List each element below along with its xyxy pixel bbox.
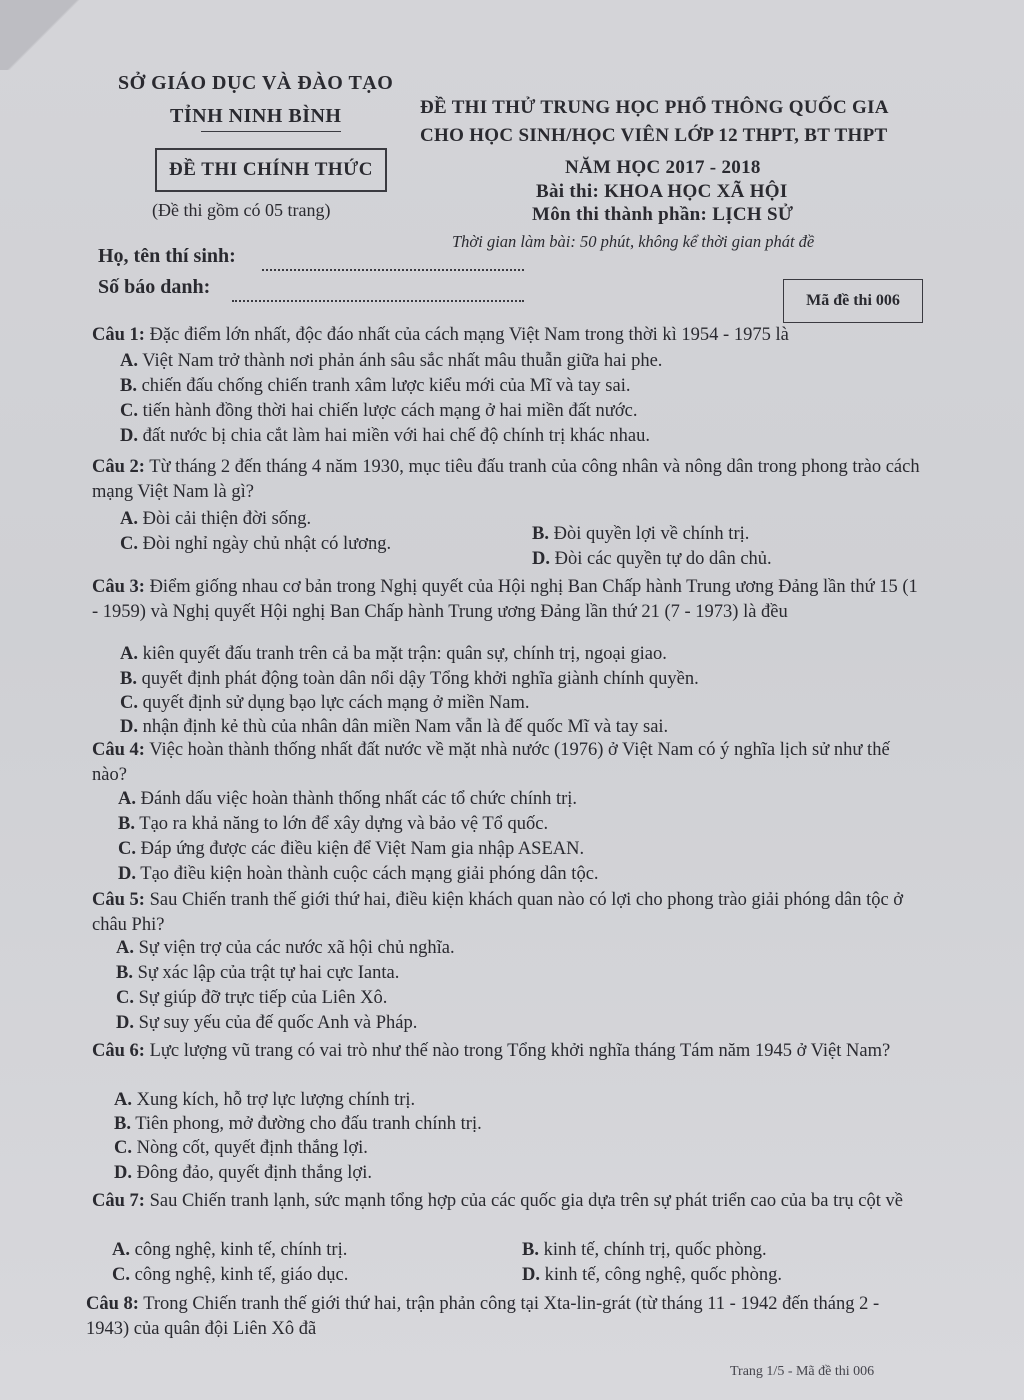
q5-option-d[interactable]: D. Sự suy yếu của đế quốc Anh và Pháp. (116, 1013, 418, 1033)
question-8 (86, 1292, 926, 1342)
q5-option-b[interactable]: B. Sự xác lập của trật tự hai cực Ianta. (116, 963, 400, 983)
question-label: Câu 3: (92, 577, 145, 597)
question-label: Câu 6: (92, 1041, 145, 1061)
q6-option-b[interactable]: B. Tiên phong, mở đường cho đấu tranh chính trị. (114, 1114, 482, 1134)
exam-audience: CHO HỌC SINH/HỌC VIÊN LỚP 12 THPT, BT THPT (420, 125, 888, 146)
q6-option-d[interactable]: D. Đông đảo, quyết định thắng lợi. (114, 1163, 372, 1183)
q1-option-d[interactable]: D. đất nước bị chia cắt làm hai miền với hai chế độ chính trị khác nhau. (120, 426, 650, 446)
official-exam-label: ĐỀ THI CHÍNH THỨC (155, 148, 387, 192)
page-footer: Trang 1/5 - Mã đề thi 006 (730, 1364, 875, 1379)
q3-option-a[interactable]: A. kiên quyết đấu tranh trên cả ba mặt trận: quân sự, chính trị, ngoại giao. (120, 644, 667, 664)
q1-option-a[interactable]: A. Việt Nam trở thành nơi phản ánh sâu sắc nhất mâu thuẫn giữa hai phe. (120, 351, 663, 371)
question-1 (92, 323, 927, 348)
q5-option-a[interactable]: A. Sự viện trợ của các nước xã hội chủ nghĩa. (116, 938, 455, 958)
folded-corner (0, 0, 90, 70)
candidate-name-field[interactable] (262, 267, 524, 271)
candidate-name-label: Họ, tên thí sinh: (98, 245, 236, 267)
q4-option-c[interactable]: C. Đáp ứng được các điều kiện để Việt Nam gia nhập ASEAN. (118, 839, 585, 859)
question-label: Câu 1: (92, 325, 145, 345)
pages-note: (Đề thi gồm có 05 trang) (152, 200, 331, 220)
q2-option-b[interactable]: B. Đòi quyền lợi về chính trị. (532, 524, 750, 544)
question-label: Câu 8: (86, 1294, 139, 1314)
q7-option-b[interactable]: B. kinh tế, chính trị, quốc phòng. (522, 1240, 767, 1260)
school-year: NĂM HỌC 2017 - 2018 (565, 157, 761, 178)
q3-option-b[interactable]: B. quyết định phát động toàn dân nổi dậy Tổng khởi nghĩa giành chính quyền. (120, 669, 699, 689)
q1-option-c[interactable]: C. tiến hành đồng thời hai chiến lược cách mạng ở hai miền đất nước. (120, 401, 638, 421)
question-2 (92, 455, 927, 505)
q3-option-d[interactable]: D. nhận định kẻ thù của nhân dân miền Nam vẫn là đế quốc Mĩ và tay sai. (120, 717, 669, 737)
province-underline (201, 131, 341, 132)
time-note: Thời gian làm bài: 50 phút, không kể thời gian phát đề (452, 232, 815, 251)
province-name: TỈNH NINH BÌNH (170, 105, 342, 127)
question-text: Việc hoàn thành thống nhất đất nước về mặt nhà nước (1976) ở Việt Nam có ý nghĩa lịch sử như thế nào? (92, 740, 890, 785)
question-label: Câu 5: (92, 890, 145, 910)
q3-option-c[interactable]: C. quyết định sử dụng bạo lực cách mạng ở miền Nam. (120, 693, 530, 713)
exam-code-box: Mã đề thi 006 (783, 279, 923, 323)
q2-option-d[interactable]: D. Đòi các quyền tự do dân chủ. (532, 549, 772, 569)
q4-option-d[interactable]: D. Tạo điều kiện hoàn thành cuộc cách mạng giải phóng dân tộc. (118, 864, 599, 884)
q4-option-a[interactable]: A. Đánh dấu việc hoàn thành thống nhất các tổ chức chính trị. (118, 789, 578, 809)
q7-option-c[interactable]: C. công nghệ, kinh tế, giáo dục. (112, 1265, 349, 1285)
candidate-id-field[interactable] (232, 298, 524, 302)
q2-option-c[interactable]: C. Đòi nghỉ ngày chủ nhật có lương. (120, 534, 392, 554)
question-label: Câu 2: (92, 457, 145, 477)
q6-option-a[interactable]: A. Xung kích, hỗ trợ lực lượng chính trị. (114, 1090, 416, 1110)
question-text: Lực lượng vũ trang có vai trò như thế nào trong Tổng khởi nghĩa tháng Tám năm 1945 ở Việt Nam? (149, 1041, 891, 1061)
q1-option-b[interactable]: B. chiến đấu chống chiến tranh xâm lược kiểu mới của Mĩ và tay sai. (120, 376, 631, 396)
q5-option-c[interactable]: C. Sự giúp đỡ trực tiếp của Liên Xô. (116, 988, 388, 1008)
question-text: Điểm giống nhau cơ bản trong Nghị quyết của Hội nghị Ban Chấp hành Trung ương Đảng lần thứ 15 (1 - 1959) và Nghị quyết Hội nghị Ban Chấp hành Trung ương Đảng lần thứ 21 (7 - 1973) là đều (92, 577, 918, 622)
q6-option-c[interactable]: C. Nòng cốt, quyết định thắng lợi. (114, 1138, 368, 1158)
q7-option-a[interactable]: A. công nghệ, kinh tế, chính trị. (112, 1240, 348, 1260)
q4-option-b[interactable]: B. Tạo ra khả năng to lớn để xây dựng và bảo vệ Tổ quốc. (118, 814, 549, 834)
question-label: Câu 4: (92, 740, 145, 760)
question-text: Sau Chiến tranh lạnh, sức mạnh tổng hợp của các quốc gia dựa trên sự phát triển cao của ba trụ cột về (149, 1191, 903, 1211)
q7-option-d[interactable]: D. kinh tế, công nghệ, quốc phòng. (522, 1265, 782, 1285)
question-text: Từ tháng 2 đến tháng 4 năm 1930, mục tiêu đấu tranh của công nhân và nông dân trong phong trào cách mạng Việt Nam là gì? (92, 457, 920, 502)
question-3 (92, 575, 927, 625)
question-5 (92, 888, 927, 938)
question-7 (92, 1189, 927, 1214)
candidate-id-label: Số báo danh: (98, 276, 211, 298)
question-text: Đặc điểm lớn nhất, độc đáo nhất của cách mạng Việt Nam trong thời kì 1954 - 1975 là (149, 325, 789, 345)
question-label: Câu 7: (92, 1191, 145, 1211)
question-text: Trong Chiến tranh thế giới thứ hai, trận phản công tại Xta-lin-grát (từ tháng 11 - 1942 đến tháng 2 - 1943) của quân đội Liên Xô đã (86, 1294, 880, 1339)
exam-subject: Môn thi thành phần: LỊCH SỬ (532, 204, 794, 225)
question-text: Sau Chiến tranh thế giới thứ hai, điều kiện khách quan nào có lợi cho phong trào giải phóng dân tộc ở châu Phi? (92, 890, 904, 935)
question-4 (92, 738, 927, 788)
department-name: SỞ GIÁO DỤC VÀ ĐÀO TẠO (118, 72, 394, 94)
exam-subject-group: Bài thi: KHOA HỌC XÃ HỘI (536, 181, 788, 202)
q2-option-a[interactable]: A. Đòi cải thiện đời sống. (120, 509, 312, 529)
question-6 (92, 1039, 927, 1064)
exam-title: ĐỀ THI THỬ TRUNG HỌC PHỔ THÔNG QUỐC GIA (420, 97, 889, 118)
